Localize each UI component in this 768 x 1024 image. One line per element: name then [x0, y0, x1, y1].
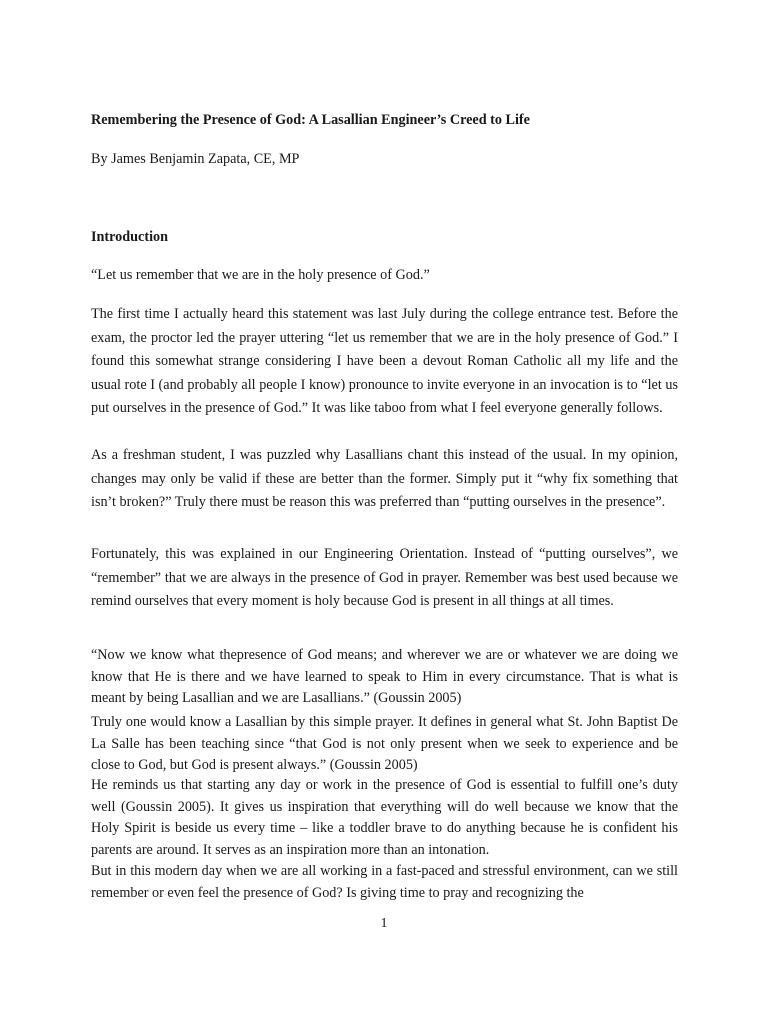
author-byline: By James Benjamin Zapata, CE, MP — [91, 151, 300, 167]
paragraph: Truly one would know a Lasallian by this simple prayer. It defines in general what St. John Baptist De La Salle has been teaching since “that God is not only present when we seek to experience and be close to God, but God is present always.” (Goussin 2005) — [91, 714, 678, 773]
paragraph: The first time I actually heard this statement was last July during the college entrance test. Before the exam, the proctor led the prayer uttering “let us remember that we are in the holy presence of God.” I found this somewhat strange considering I have been a devout Roman Catholic all my life and the usual rote I (and probably all people I know) pronounce to invite everyone in an invocation is to “let us put ourselves in the presence of God.” It was like taboo from what I feel everyone generally follows. — [91, 306, 678, 416]
page-number: 1 — [380, 916, 388, 931]
paragraph: But in this modern day when we are all working in a fast-paced and stressful environment, can we still remember or even feel the presence of God? Is giving time to pray and recognizing the — [91, 863, 678, 901]
block-quote: “Now we know what thepresence of God means; and wherever we are or whatever we are doing we know that He is there and we have learned to speak to Him in every circumstance. That is what is meant by being Lasallian and we are Lasallians.” (Goussin 2005) — [91, 647, 678, 706]
document-title: Remembering the Presence of God: A Lasallian Engineer’s Creed to Life — [91, 112, 530, 128]
paragraph: He reminds us that starting any day or work in the presence of God is essential to fulfill one’s duty well (Goussin 2005). It gives us inspiration that everything will do well because we know that the Holy Spirit is beside us every time – like a toddler brave to do anything because he is confident his parents are around. It serves as an inspiration more than an intonation. — [91, 777, 678, 858]
paragraph: Fortunately, this was explained in our Engineering Orientation. Instead of “putting ourselves”, we “remember” that we are always in the presence of God in prayer. Remember was best used because we remind ourselves that every moment is holy because God is present in all things at all times. — [91, 546, 678, 609]
section-heading: Introduction — [91, 229, 168, 245]
paragraph: As a freshman student, I was puzzled why Lasallians chant this instead of the usual. In my opinion, changes may only be valid if these are better than the former. Simply put it “why fix something that isn’t broken?” Truly there must be reason this was preferred than “putting ourselves in the presence”. — [91, 447, 678, 510]
opening-quote: “Let us remember that we are in the holy presence of God.” — [91, 267, 430, 283]
